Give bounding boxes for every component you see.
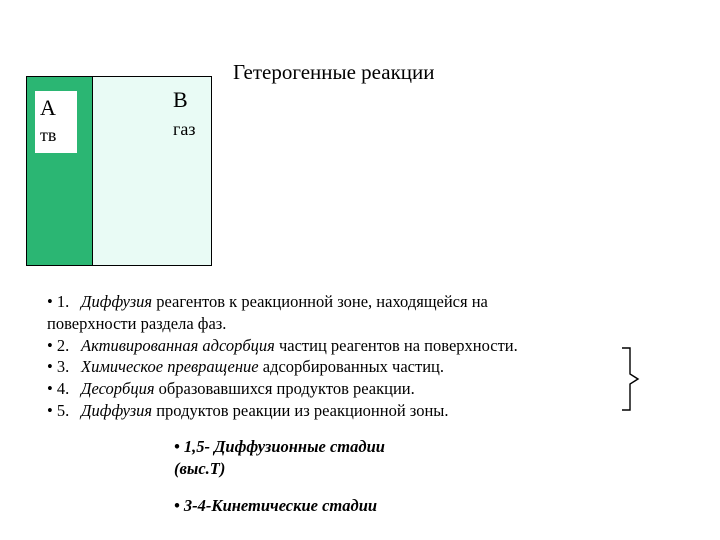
list-item xyxy=(47,356,647,378)
step-number: • 3. xyxy=(47,357,70,377)
gas-phase-region xyxy=(93,77,211,265)
step-term: Десорбция xyxy=(81,379,155,399)
list-item xyxy=(47,291,647,335)
list-item xyxy=(47,378,647,400)
step-text: частиц реагентов на поверхности. xyxy=(274,335,518,355)
step-text: образовавшихся продуктов реакции. xyxy=(154,379,415,399)
stage-list xyxy=(47,291,647,422)
diffusion-stages-note: • 1,5- Диффузионные стадии xyxy=(174,437,385,456)
page-title: Гетерогенные реакции xyxy=(233,60,435,84)
step-text: продуктов реакции из реакционной зоны. xyxy=(152,400,449,420)
step-text: адсорбированных частиц. xyxy=(258,357,444,377)
phase-diagram xyxy=(26,76,212,266)
step-continuation: поверхности раздела фаз. xyxy=(47,313,227,333)
step-number: • 4. xyxy=(47,379,70,399)
diffusion-stages-condition: (выс.Т) xyxy=(174,459,226,478)
step-term: Активированная адсорбция xyxy=(81,335,275,355)
list-item xyxy=(47,400,647,422)
solid-phase-label: А xyxy=(40,95,56,120)
list-item xyxy=(47,335,647,357)
step-term: Химическое превращение xyxy=(81,357,259,377)
step-number: • 1. xyxy=(47,292,70,311)
step-term: Диффузия xyxy=(81,292,153,311)
solid-phase-sub: тв xyxy=(40,125,57,145)
step-text: реагентов к реакционной зоне, находящейся на xyxy=(152,292,488,311)
step-number: • 5. xyxy=(47,400,70,420)
curly-brace-icon xyxy=(620,346,642,412)
gas-phase-sub: газ xyxy=(173,119,196,139)
kinetic-stages-note: • 3-4-Кинетические стадии xyxy=(174,496,378,515)
gas-phase-label: В xyxy=(173,87,188,112)
step-number: • 2. xyxy=(47,335,70,355)
step-term: Диффузия xyxy=(81,400,153,420)
